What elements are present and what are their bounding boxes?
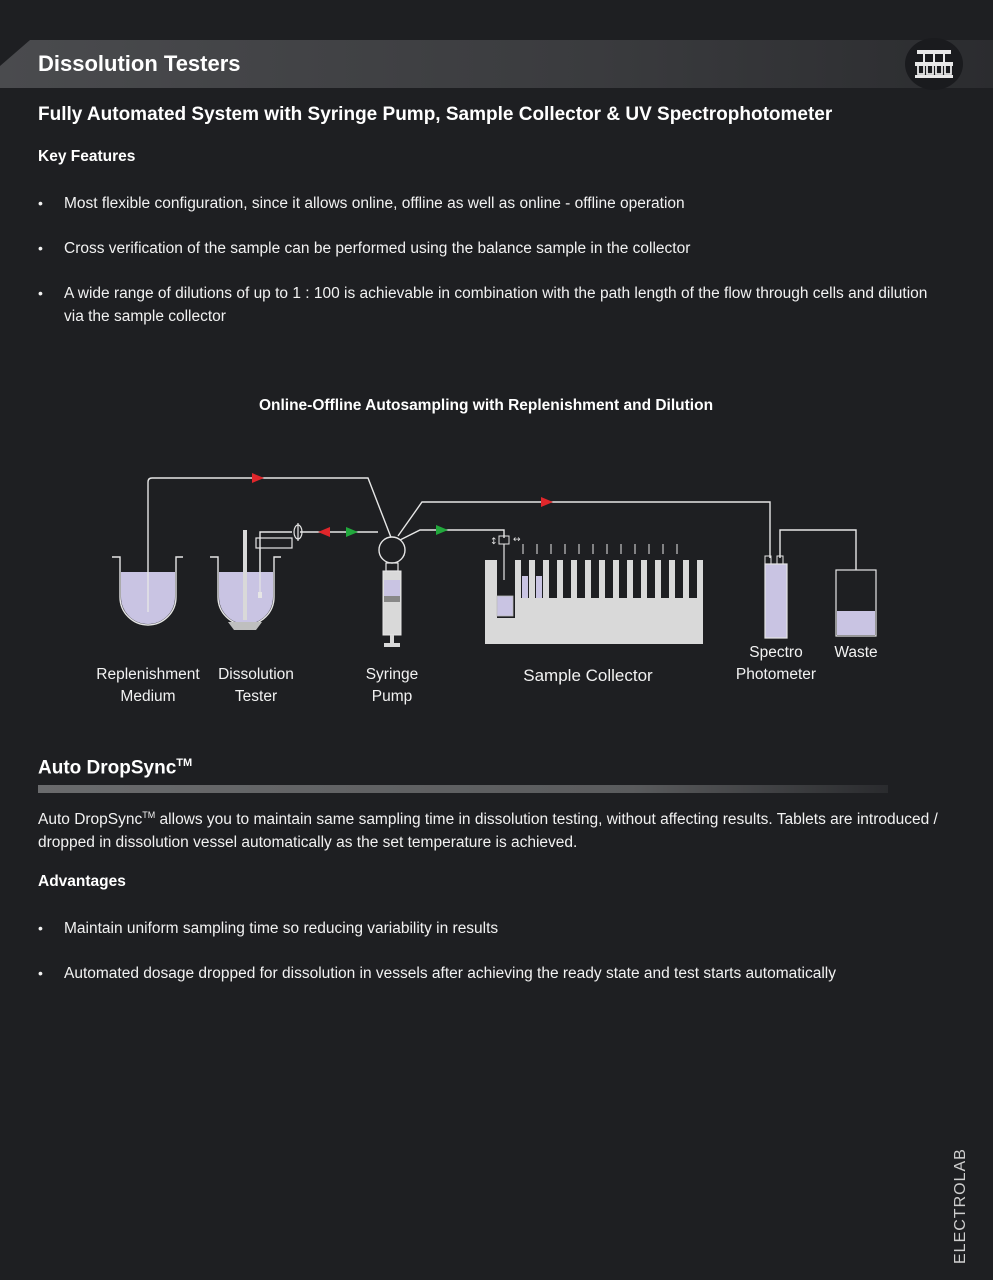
key-features-heading: Key Features (38, 148, 136, 165)
spectrophotometer-label: Spectro Photometer (735, 644, 817, 683)
bullet: • (38, 920, 43, 936)
list-item: • Cross verification of the sample can be performed using the balance sample in the collector (38, 237, 943, 260)
collector-line (400, 530, 504, 540)
bullet: • (38, 965, 43, 981)
advantages-heading: Advantages (38, 873, 126, 890)
brand-logo: ELECTROLAB (952, 1148, 969, 1264)
section-divider (38, 785, 888, 793)
list-item: • Maintain uniform sampling time so reducing variability in results (38, 917, 943, 940)
key-features-list (38, 192, 943, 350)
list-item: • Most flexible configuration, since it allows online, offline as well as online - offline operation (38, 192, 943, 215)
svg-text:↕: ↕ (490, 537, 498, 547)
list-item: • A wide range of dilutions of up to 1 : 100 is achievable in combination with the path length of the flow through cells and dilution via the sample collector (38, 282, 943, 328)
autosampling-diagram (0, 440, 993, 665)
waste-label: Waste (834, 644, 878, 661)
dissolution-apparatus-icon (905, 38, 963, 90)
bullet: • (38, 195, 43, 211)
diagram-title: Online-Offline Autosampling with Replenishment and Dilution (258, 397, 714, 414)
bullet: • (38, 285, 43, 301)
replenishment-medium-label: Replenishment Medium (96, 666, 200, 705)
dissolution-tester-label: Dissolution Tester (218, 666, 294, 705)
advantages-list (38, 917, 943, 1007)
list-item: • Automated dosage dropped for dissolution in vessels after achieving the ready state and test starts automatically (38, 962, 943, 985)
dissolution-line (260, 532, 378, 590)
waste-line (780, 530, 856, 570)
sample-collector-label: Sample Collector (523, 666, 653, 685)
auto-dropsync-description: Auto DropSync™ allows you to maintain same sampling time in dissolution testing, without affecting results. Tablets are introduced / dropped in dissolution vessel automatically as the set temperature is achieved. (38, 810, 938, 852)
syringe-pump-label: Syringe Pump (365, 666, 419, 705)
auto-dropsync-title: Auto DropSync™ (38, 757, 193, 779)
bullet: • (38, 240, 43, 256)
page-title: Dissolution Testers (38, 51, 241, 76)
svg-text:↔: ↔ (513, 535, 521, 545)
section-subtitle: Fully Automated System with Syringe Pump, Sample Collector & UV Spectrophotometer (38, 104, 833, 125)
